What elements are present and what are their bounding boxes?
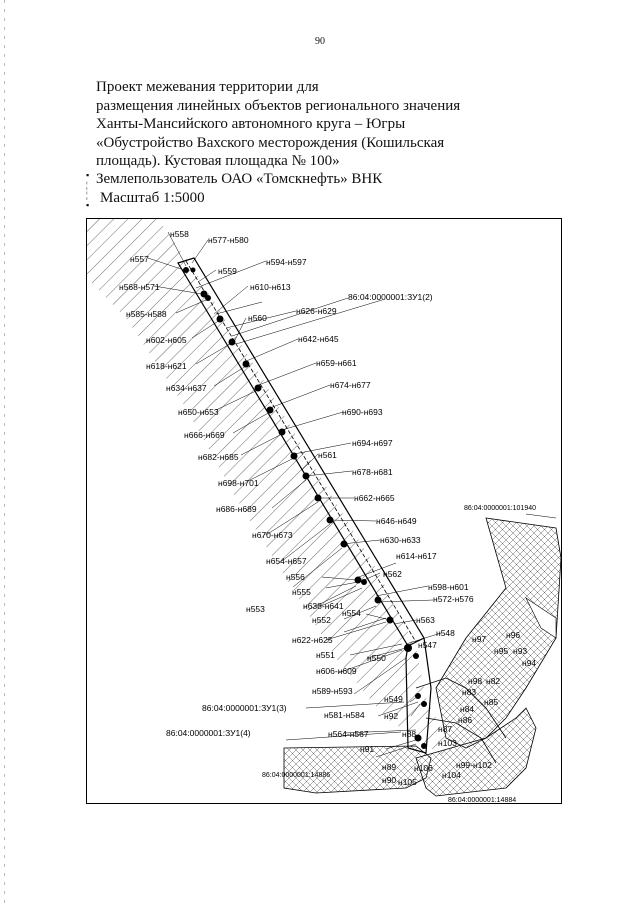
label-н646-н649: н646-н649 [376, 516, 417, 526]
label-н572-н576: н572-н576 [433, 594, 474, 604]
label-н563: н563 [416, 615, 435, 625]
label-н84: н84 [460, 704, 475, 714]
label-н606-н609: н606-н609 [316, 666, 357, 676]
label-н104: н104 [442, 770, 461, 780]
land-user: Землепользователь ОАО «Томскнефть» ВНК [96, 171, 383, 187]
label-н659-н661: н659-н661 [316, 358, 357, 368]
label-н678-н681: н678-н681 [352, 467, 393, 477]
page-number: 90 [315, 36, 325, 47]
label-н99-н102: н99-н102 [456, 760, 492, 770]
label-н690-н693: н690-н693 [342, 407, 383, 417]
title-line-2: размещения линейных объектов регионального значения [96, 97, 461, 114]
label-н662-н665: н662-н665 [354, 493, 395, 503]
label-н666-н669: н666-н669 [184, 430, 225, 440]
label-н577-н580: н577-н580 [208, 235, 249, 245]
label-н87: н87 [438, 724, 453, 734]
label-н94: н94 [522, 658, 537, 668]
label-н585-н588: н585-н588 [126, 309, 167, 319]
label-н622-н625: н622-н625 [292, 635, 333, 645]
scale: Масштаб 1:5000 [100, 190, 205, 206]
label-н630-н633: н630-н633 [380, 535, 421, 545]
label-н686-н689: н686-н689 [216, 504, 257, 514]
label-н561: н561 [318, 450, 337, 460]
label-н548: н548 [436, 628, 455, 638]
label-н670-н673: н670-н673 [252, 530, 293, 540]
label-н698-н701: н698-н701 [218, 478, 259, 488]
label-н594-н597: н594-н597 [266, 257, 307, 267]
label-н554: н552 [312, 615, 331, 625]
label-н589-н593: н589-н593 [312, 686, 353, 696]
label-н83: н83 [462, 687, 477, 697]
label-parcel-zu1-3: 86:04:0000001:ЗУ1(3) [202, 703, 287, 713]
margin-marks: ▪ ¦ ¦ ▪ [86, 170, 90, 210]
label-н86: н86 [458, 715, 473, 725]
cadastral-map [86, 218, 562, 804]
title-line-3: Ханты-Мансийского автономного круга – Югры [96, 116, 406, 133]
label-н95: н95 [494, 646, 509, 656]
label-н553: н638-н641 [303, 601, 344, 611]
label-н682-н685: н682-н685 [198, 452, 239, 462]
label-н82: н82 [486, 676, 501, 686]
label-н614-н617: н614-н617 [396, 551, 437, 561]
label-н98: н98 [468, 676, 483, 686]
label-н568-н571: н568-н571 [119, 282, 160, 292]
label-н89: н89 [382, 762, 397, 772]
label-н626-н629: н626-н629 [296, 306, 337, 316]
label-н555: н555 [292, 587, 311, 597]
scan-edge [4, 0, 5, 905]
label-н556: н556 [286, 572, 305, 582]
label-н552: н554 [342, 608, 361, 618]
label-н550: н550 [367, 653, 386, 663]
label-н557: н557 [130, 254, 149, 264]
label-н694-н697: н694-н697 [352, 438, 393, 448]
label-н106: н106 [414, 763, 433, 773]
label-н551: н551 [316, 650, 335, 660]
label-parcel-14884: 86:04:0000001:14884 [448, 797, 517, 804]
label-н642-н645: н642-н645 [298, 334, 339, 344]
label-н634-н637: н634-н637 [166, 383, 207, 393]
label-parcel-zu1-4: 86:04:0000001:ЗУ1(4) [166, 728, 251, 738]
label-н96: н96 [506, 630, 521, 640]
label-н562: н562 [383, 569, 402, 579]
label-н105: н105 [398, 777, 417, 787]
label-н654-н657: н654-н657 [266, 556, 307, 566]
label-н90: н90 [382, 775, 397, 785]
label-н559: н559 [218, 266, 237, 276]
label-н97: н97 [472, 634, 487, 644]
label-н93: н93 [513, 646, 528, 656]
label-н88: н88 [402, 729, 417, 739]
label-parcel-zu1-2: 86:04:0000001:ЗУ1(2) [348, 292, 433, 302]
title-line-5: площадь). Кустовая площадка № 100» [96, 153, 340, 170]
label-н103: н103 [438, 738, 457, 748]
label-н650-н653: н650-н653 [178, 407, 219, 417]
label-н558: н558 [170, 229, 189, 239]
label-parcel-14886: 86:04:0000001:14886 [262, 772, 331, 779]
document-meta [96, 170, 382, 208]
label-н610-н613: н610-н613 [250, 282, 291, 292]
label-н547: н547 [418, 640, 437, 650]
label-н92: н92 [384, 711, 399, 721]
label-н598-н601: н598-н601 [428, 582, 469, 592]
label-н581-н584: н581-н584 [324, 710, 365, 720]
label-н549: н549 [384, 694, 403, 704]
label-н91: н91 [360, 744, 375, 754]
label-н85: н85 [484, 697, 499, 707]
label-н602-н605: н602-н605 [146, 335, 187, 345]
label-н674-н677: н674-н677 [330, 380, 371, 390]
document-title [96, 78, 536, 171]
label-parcel-101940: 86:04:0000001:101940 [464, 505, 537, 512]
title-line-1: Проект межевания территории для [96, 79, 319, 95]
label-н638-н641: н553 [246, 604, 265, 614]
label-н564-н567: н564-н567 [328, 729, 369, 739]
label-н560: н560 [248, 313, 267, 323]
label-н618-н621: н618-н621 [146, 361, 187, 371]
title-line-4: «Обустройство Вахского месторождения (Кошильская [96, 134, 445, 151]
